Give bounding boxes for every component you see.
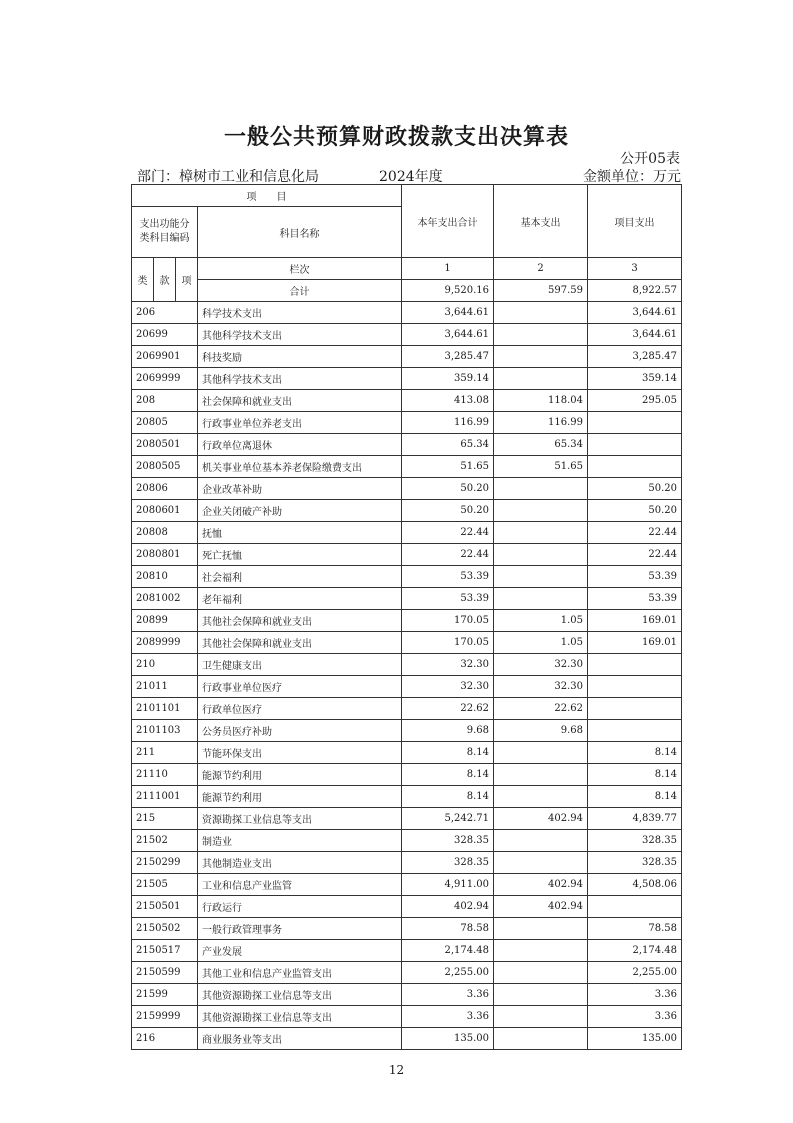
row-total: 328.35 xyxy=(402,852,494,874)
row-code: 2089999 xyxy=(132,632,198,654)
row-name: 其他制造业支出 xyxy=(198,852,402,874)
row-code: 2101101 xyxy=(132,698,198,720)
row-name: 其他资源勘探工业信息等支出 xyxy=(198,1006,402,1028)
row-code: 2080505 xyxy=(132,456,198,478)
row-total: 8.14 xyxy=(402,786,494,808)
row-code: 2159999 xyxy=(132,1006,198,1028)
row-basic xyxy=(494,962,588,984)
row-total: 65.34 xyxy=(402,434,494,456)
table-row xyxy=(132,390,682,412)
row-name: 死亡抚恤 xyxy=(198,544,402,566)
row-basic: 51.65 xyxy=(494,456,588,478)
table-row xyxy=(132,478,682,500)
table-row xyxy=(132,302,682,324)
sum-label: 合计 xyxy=(198,280,402,302)
row-name: 一般行政管理事务 xyxy=(198,918,402,940)
department-label: 部门：樟树市工业和信息化局 xyxy=(137,169,319,185)
row-code: 2150517 xyxy=(132,940,198,962)
row-name: 公务员医疗补助 xyxy=(198,720,402,742)
row-code: 20806 xyxy=(132,478,198,500)
row-name: 产业发展 xyxy=(198,940,402,962)
row-total: 8.14 xyxy=(402,742,494,764)
table-row xyxy=(132,588,682,610)
row-name: 能源节约利用 xyxy=(198,786,402,808)
row-basic xyxy=(494,302,588,324)
row-project: 3,644.61 xyxy=(588,324,682,346)
row-basic: 32.30 xyxy=(494,676,588,698)
row-basic xyxy=(494,764,588,786)
row-total: 51.65 xyxy=(402,456,494,478)
row-code: 208 xyxy=(132,390,198,412)
row-total: 3.36 xyxy=(402,1006,494,1028)
row-basic xyxy=(494,786,588,808)
expenditure-table xyxy=(131,184,682,1050)
header-lanci: 栏次 xyxy=(198,258,402,280)
header-idx-3: 3 xyxy=(588,258,682,280)
row-total: 170.05 xyxy=(402,632,494,654)
row-total: 53.39 xyxy=(402,566,494,588)
row-code: 20805 xyxy=(132,412,198,434)
row-project: 78.58 xyxy=(588,918,682,940)
row-basic xyxy=(494,1028,588,1050)
row-basic: 1.05 xyxy=(494,610,588,632)
row-code: 206 xyxy=(132,302,198,324)
row-basic: 402.94 xyxy=(494,808,588,830)
row-code: 21502 xyxy=(132,830,198,852)
row-name: 资源勘探工业信息等支出 xyxy=(198,808,402,830)
row-total: 170.05 xyxy=(402,610,494,632)
row-project: 2,255.00 xyxy=(588,962,682,984)
row-name: 其他社会保障和就业支出 xyxy=(198,632,402,654)
row-project: 4,839.77 xyxy=(588,808,682,830)
table-row xyxy=(132,720,682,742)
row-total: 3,285.47 xyxy=(402,346,494,368)
row-code: 2111001 xyxy=(132,786,198,808)
table-row xyxy=(132,918,682,940)
row-name: 抚恤 xyxy=(198,522,402,544)
table-body xyxy=(132,302,682,1050)
row-name: 其他工业和信息产业监管支出 xyxy=(198,962,402,984)
row-basic xyxy=(494,984,588,1006)
row-code: 2069999 xyxy=(132,368,198,390)
row-project xyxy=(588,654,682,676)
row-total: 32.30 xyxy=(402,654,494,676)
header-col-project: 项目支出 xyxy=(588,185,682,258)
row-total: 8.14 xyxy=(402,764,494,786)
table-row xyxy=(132,962,682,984)
row-name: 机关事业单位基本养老保险缴费支出 xyxy=(198,456,402,478)
row-total: 9.68 xyxy=(402,720,494,742)
row-total: 53.39 xyxy=(402,588,494,610)
row-code: 20699 xyxy=(132,324,198,346)
row-basic xyxy=(494,478,588,500)
header-xiang: 项 xyxy=(176,258,198,302)
row-project xyxy=(588,456,682,478)
row-project: 135.00 xyxy=(588,1028,682,1050)
row-name: 社会福利 xyxy=(198,566,402,588)
row-total: 2,174.48 xyxy=(402,940,494,962)
header-name-label: 科目名称 xyxy=(198,207,402,258)
row-code: 2069901 xyxy=(132,346,198,368)
table-row xyxy=(132,786,682,808)
row-code: 21011 xyxy=(132,676,198,698)
table-row xyxy=(132,940,682,962)
row-project: 8.14 xyxy=(588,742,682,764)
row-project xyxy=(588,720,682,742)
row-project: 328.35 xyxy=(588,830,682,852)
row-project: 3,644.61 xyxy=(588,302,682,324)
table-row xyxy=(132,566,682,588)
row-name: 卫生健康支出 xyxy=(198,654,402,676)
header-code-label: 支出功能分类科目编码 xyxy=(132,207,198,258)
table-row xyxy=(132,676,682,698)
row-name: 其他社会保障和就业支出 xyxy=(198,610,402,632)
table-row xyxy=(132,654,682,676)
row-basic xyxy=(494,346,588,368)
table-row xyxy=(132,742,682,764)
row-basic: 22.62 xyxy=(494,698,588,720)
row-total: 50.20 xyxy=(402,500,494,522)
table-row xyxy=(132,874,682,896)
row-project xyxy=(588,698,682,720)
row-project: 169.01 xyxy=(588,632,682,654)
row-project: 169.01 xyxy=(588,610,682,632)
row-name: 社会保障和就业支出 xyxy=(198,390,402,412)
table-row xyxy=(132,830,682,852)
row-basic: 32.30 xyxy=(494,654,588,676)
row-name: 商业服务业等支出 xyxy=(198,1028,402,1050)
row-name: 行政单位离退休 xyxy=(198,434,402,456)
row-name: 其他科学技术支出 xyxy=(198,324,402,346)
row-basic: 1.05 xyxy=(494,632,588,654)
row-name: 老年福利 xyxy=(198,588,402,610)
row-code: 21599 xyxy=(132,984,198,1006)
row-total: 328.35 xyxy=(402,830,494,852)
row-name: 行政事业单位医疗 xyxy=(198,676,402,698)
row-project: 3.36 xyxy=(588,1006,682,1028)
row-project: 2,174.48 xyxy=(588,940,682,962)
row-basic: 116.99 xyxy=(494,412,588,434)
header-kuan: 款 xyxy=(154,258,176,302)
row-name: 制造业 xyxy=(198,830,402,852)
row-total: 413.08 xyxy=(402,390,494,412)
row-code: 211 xyxy=(132,742,198,764)
row-total: 3,644.61 xyxy=(402,302,494,324)
row-name: 企业改革补助 xyxy=(198,478,402,500)
row-name: 行政单位医疗 xyxy=(198,698,402,720)
row-total: 2,255.00 xyxy=(402,962,494,984)
row-basic xyxy=(494,940,588,962)
row-code: 215 xyxy=(132,808,198,830)
row-basic xyxy=(494,368,588,390)
page-title: 一般公共预算财政拨款支出决算表 xyxy=(223,124,569,150)
row-code: 2080601 xyxy=(132,500,198,522)
row-project: 22.44 xyxy=(588,522,682,544)
header-idx-2: 2 xyxy=(494,258,588,280)
row-total: 135.00 xyxy=(402,1028,494,1050)
table-row xyxy=(132,412,682,434)
row-basic: 402.94 xyxy=(494,874,588,896)
table-row xyxy=(132,544,682,566)
table-row xyxy=(132,764,682,786)
row-basic xyxy=(494,1006,588,1028)
row-name: 企业关闭破产补助 xyxy=(198,500,402,522)
meta-line xyxy=(131,166,681,184)
row-code: 2080801 xyxy=(132,544,198,566)
row-project: 295.05 xyxy=(588,390,682,412)
row-total: 402.94 xyxy=(402,896,494,918)
header-col-total: 本年支出合计 xyxy=(402,185,494,258)
table-row xyxy=(132,896,682,918)
row-basic xyxy=(494,324,588,346)
table-row xyxy=(132,1028,682,1050)
row-name: 工业和信息产业监管 xyxy=(198,874,402,896)
row-project xyxy=(588,434,682,456)
row-basic xyxy=(494,500,588,522)
row-basic xyxy=(494,566,588,588)
row-project: 50.20 xyxy=(588,500,682,522)
row-basic xyxy=(494,852,588,874)
row-total: 22.44 xyxy=(402,544,494,566)
unit-label: 金额单位：万元 xyxy=(583,169,681,185)
row-code: 2150299 xyxy=(132,852,198,874)
form-number: 公开05表 xyxy=(620,151,680,167)
row-name: 科学技术支出 xyxy=(198,302,402,324)
row-total: 359.14 xyxy=(402,368,494,390)
header-lei: 类 xyxy=(132,258,154,302)
table-row xyxy=(132,1006,682,1028)
table-row xyxy=(132,324,682,346)
row-project: 3.36 xyxy=(588,984,682,1006)
row-code: 21505 xyxy=(132,874,198,896)
row-project: 359.14 xyxy=(588,368,682,390)
row-project xyxy=(588,896,682,918)
row-project: 50.20 xyxy=(588,478,682,500)
row-basic: 402.94 xyxy=(494,896,588,918)
table-row xyxy=(132,500,682,522)
table-row xyxy=(132,632,682,654)
row-project: 22.44 xyxy=(588,544,682,566)
row-code: 21110 xyxy=(132,764,198,786)
row-code: 2101103 xyxy=(132,720,198,742)
row-total: 32.30 xyxy=(402,676,494,698)
row-project: 8.14 xyxy=(588,786,682,808)
row-total: 22.62 xyxy=(402,698,494,720)
row-name: 行政运行 xyxy=(198,896,402,918)
year-label: 2024年度 xyxy=(379,169,443,185)
row-project xyxy=(588,676,682,698)
table-row xyxy=(132,368,682,390)
row-code: 2081002 xyxy=(132,588,198,610)
row-project: 53.39 xyxy=(588,566,682,588)
row-project: 4,508.06 xyxy=(588,874,682,896)
row-total: 78.58 xyxy=(402,918,494,940)
row-project xyxy=(588,412,682,434)
row-total: 5,242.71 xyxy=(402,808,494,830)
row-project: 328.35 xyxy=(588,852,682,874)
row-code: 20810 xyxy=(132,566,198,588)
row-name: 科技奖励 xyxy=(198,346,402,368)
header-item: 项 目 xyxy=(132,185,402,207)
table-row xyxy=(132,808,682,830)
page-number: 12 xyxy=(388,1063,405,1077)
row-code: 2080501 xyxy=(132,434,198,456)
sum-project: 8,922.57 xyxy=(588,280,682,302)
table-row xyxy=(132,698,682,720)
row-total: 116.99 xyxy=(402,412,494,434)
row-code: 20899 xyxy=(132,610,198,632)
row-basic xyxy=(494,742,588,764)
row-code: 210 xyxy=(132,654,198,676)
row-total: 4,911.00 xyxy=(402,874,494,896)
row-code: 2150502 xyxy=(132,918,198,940)
sum-total: 9,520.16 xyxy=(402,280,494,302)
row-name: 节能环保支出 xyxy=(198,742,402,764)
row-basic: 65.34 xyxy=(494,434,588,456)
table-row xyxy=(132,852,682,874)
table-row xyxy=(132,434,682,456)
table-row xyxy=(132,610,682,632)
table-row xyxy=(132,346,682,368)
row-total: 50.20 xyxy=(402,478,494,500)
row-name: 其他资源勘探工业信息等支出 xyxy=(198,984,402,1006)
row-total: 3.36 xyxy=(402,984,494,1006)
header-idx-1: 1 xyxy=(402,258,494,280)
row-basic xyxy=(494,522,588,544)
row-code: 2150599 xyxy=(132,962,198,984)
row-project: 8.14 xyxy=(588,764,682,786)
row-name: 其他科学技术支出 xyxy=(198,368,402,390)
row-total: 3,644.61 xyxy=(402,324,494,346)
row-basic xyxy=(494,588,588,610)
table-row xyxy=(132,456,682,478)
row-code: 2150501 xyxy=(132,896,198,918)
row-basic xyxy=(494,544,588,566)
row-name: 行政事业单位养老支出 xyxy=(198,412,402,434)
table-row xyxy=(132,984,682,1006)
header-col-basic: 基本支出 xyxy=(494,185,588,258)
row-basic: 118.04 xyxy=(494,390,588,412)
row-basic xyxy=(494,918,588,940)
row-basic xyxy=(494,830,588,852)
row-project: 3,285.47 xyxy=(588,346,682,368)
sum-basic: 597.59 xyxy=(494,280,588,302)
row-project: 53.39 xyxy=(588,588,682,610)
row-name: 能源节约利用 xyxy=(198,764,402,786)
row-basic: 9.68 xyxy=(494,720,588,742)
row-code: 20808 xyxy=(132,522,198,544)
table-row xyxy=(132,522,682,544)
row-total: 22.44 xyxy=(402,522,494,544)
row-code: 216 xyxy=(132,1028,198,1050)
